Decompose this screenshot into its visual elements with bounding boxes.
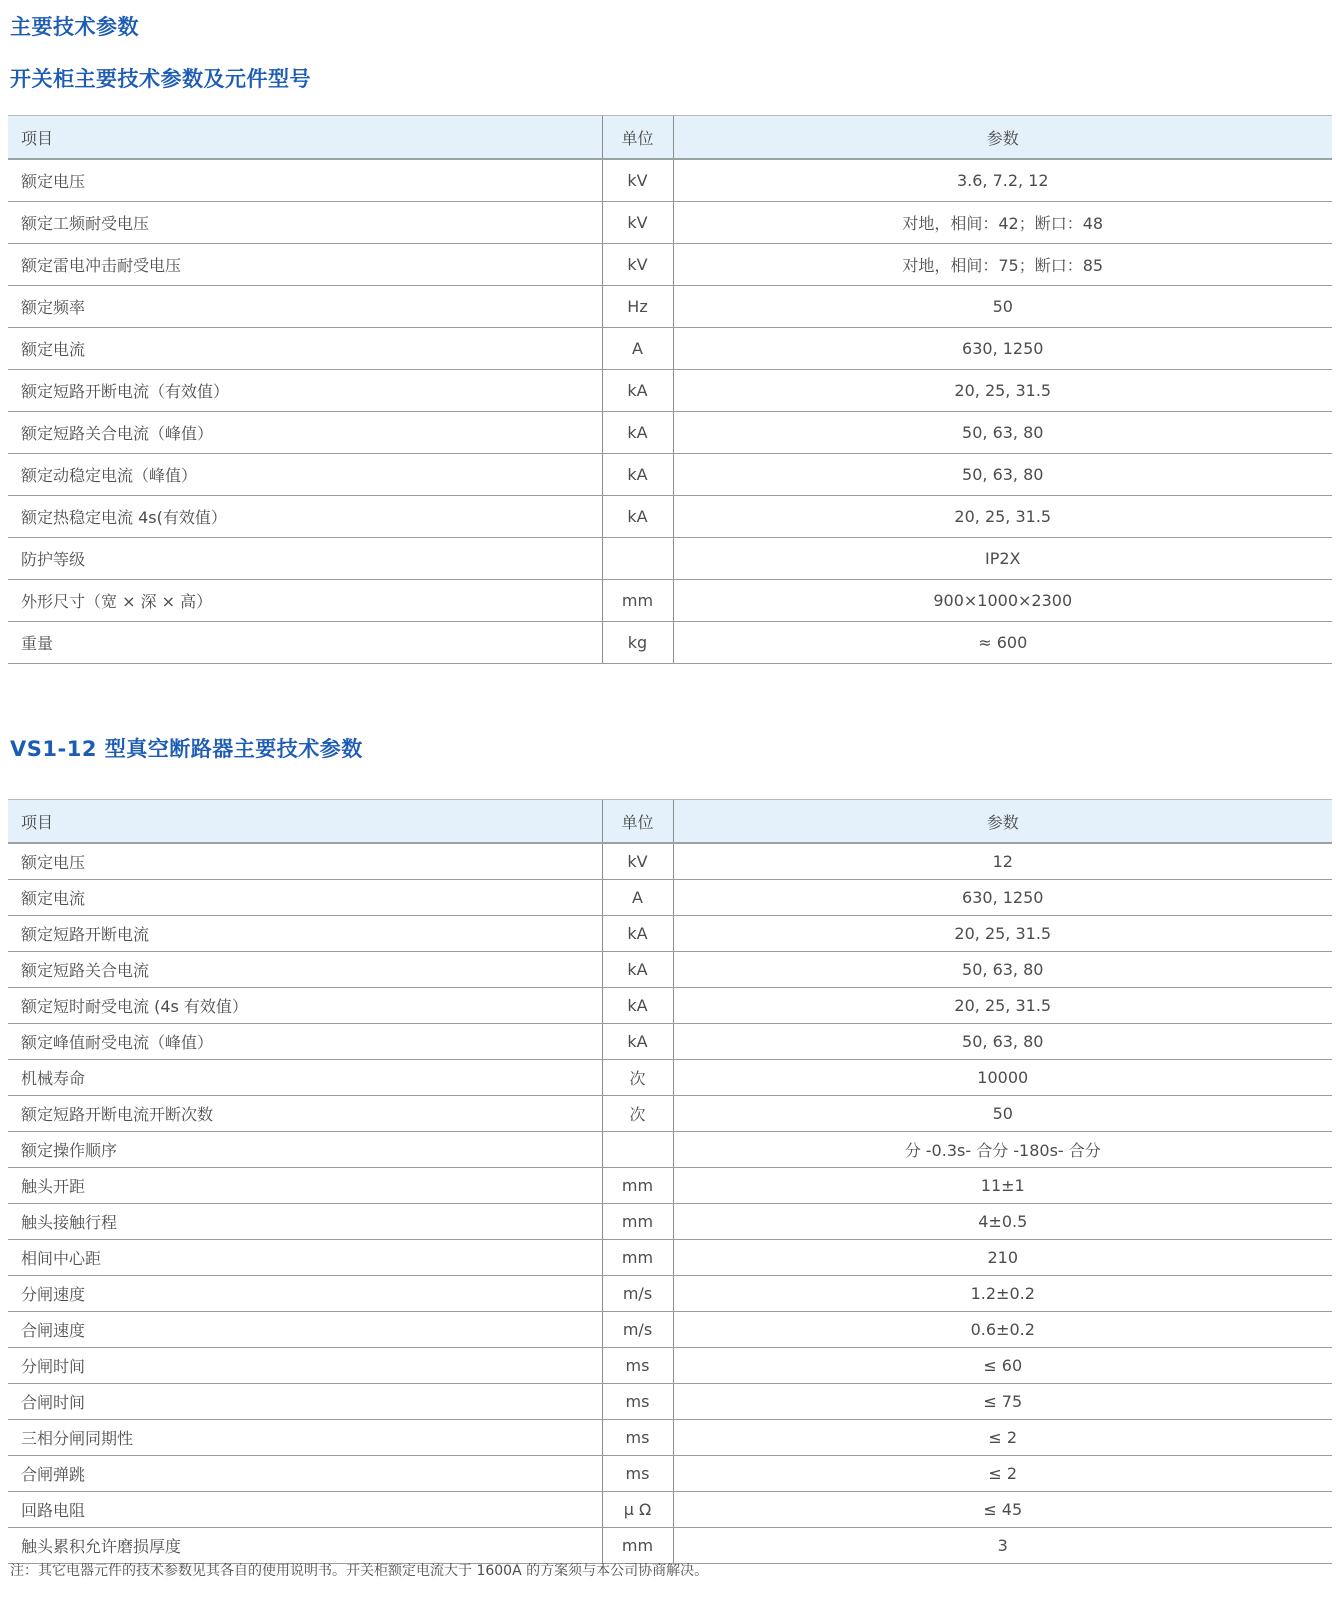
cell-unit: kA xyxy=(602,952,673,988)
switchgear-params-table-container xyxy=(8,115,1332,664)
cell-item: 额定短路开断电流（有效值） xyxy=(8,370,602,412)
cell-unit: ms xyxy=(602,1348,673,1384)
table-body xyxy=(8,843,1332,1564)
cell-item: 额定动稳定电流（峰值） xyxy=(8,454,602,496)
cell-unit: kA xyxy=(602,496,673,538)
cell-item: 合闸速度 xyxy=(8,1312,602,1348)
cell-unit: mm xyxy=(602,1240,673,1276)
cell-item: 防护等级 xyxy=(8,538,602,580)
table-row xyxy=(8,580,1332,622)
table-row xyxy=(8,1276,1332,1312)
cell-value: 3 xyxy=(673,1528,1332,1564)
cell-value: 11±1 xyxy=(673,1168,1332,1204)
table-row xyxy=(8,1024,1332,1060)
table-row xyxy=(8,916,1332,952)
cell-value: 50 xyxy=(673,286,1332,328)
table-row xyxy=(8,1456,1332,1492)
cell-item: 额定频率 xyxy=(8,286,602,328)
cell-item: 合闸时间 xyxy=(8,1384,602,1420)
table-row xyxy=(8,1240,1332,1276)
cell-value: 50, 63, 80 xyxy=(673,1024,1332,1060)
cell-value: ≤ 60 xyxy=(673,1348,1332,1384)
table-row xyxy=(8,1060,1332,1096)
cell-item: 额定短路开断电流 xyxy=(8,916,602,952)
cell-item: 触头开距 xyxy=(8,1168,602,1204)
cell-item: 触头累积允许磨损厚度 xyxy=(8,1528,602,1564)
cell-value: 50, 63, 80 xyxy=(673,952,1332,988)
cell-value: 20, 25, 31.5 xyxy=(673,370,1332,412)
table-row xyxy=(8,880,1332,916)
cell-item: 外形尺寸（宽 × 深 × 高） xyxy=(8,580,602,622)
table-row xyxy=(8,286,1332,328)
table-row xyxy=(8,454,1332,496)
main-title: 主要技术参数 xyxy=(10,15,139,39)
header-row xyxy=(8,116,1332,160)
column-header-item: 项目 xyxy=(8,800,602,844)
cell-value: 1.2±0.2 xyxy=(673,1276,1332,1312)
cell-unit: kA xyxy=(602,916,673,952)
cell-unit: mm xyxy=(602,1168,673,1204)
table-row xyxy=(8,1204,1332,1240)
column-header-item: 项目 xyxy=(8,116,602,160)
cell-unit: ms xyxy=(602,1456,673,1492)
cell-item: 三相分闸同期性 xyxy=(8,1420,602,1456)
table-row xyxy=(8,952,1332,988)
cell-value: ≤ 2 xyxy=(673,1456,1332,1492)
cell-value: 3.6, 7.2, 12 xyxy=(673,159,1332,202)
column-header-value: 参数 xyxy=(673,800,1332,844)
column-header-unit: 单位 xyxy=(602,800,673,844)
cell-unit: m/s xyxy=(602,1276,673,1312)
table-row xyxy=(8,202,1332,244)
cell-unit: A xyxy=(602,880,673,916)
cell-value: ≤ 75 xyxy=(673,1384,1332,1420)
cell-item: 额定短路关合电流（峰值） xyxy=(8,412,602,454)
cell-item: 触头接触行程 xyxy=(8,1204,602,1240)
cell-unit: ms xyxy=(602,1384,673,1420)
table-row xyxy=(8,538,1332,580)
cell-unit: kV xyxy=(602,202,673,244)
cell-value: 50 xyxy=(673,1096,1332,1132)
cell-unit: kA xyxy=(602,1024,673,1060)
cell-unit: kV xyxy=(602,843,673,880)
section2-title: VS1-12 型真空断路器主要技术参数 xyxy=(10,737,363,761)
cell-unit: mm xyxy=(602,580,673,622)
cell-unit xyxy=(602,538,673,580)
cell-unit: 次 xyxy=(602,1096,673,1132)
cell-unit: kA xyxy=(602,454,673,496)
cell-unit: kA xyxy=(602,988,673,1024)
cell-unit: kV xyxy=(602,244,673,286)
cell-unit: m/s xyxy=(602,1312,673,1348)
cell-unit: mm xyxy=(602,1528,673,1564)
cell-unit: 次 xyxy=(602,1060,673,1096)
cell-value: 分 -0.3s- 合分 -180s- 合分 xyxy=(673,1132,1332,1168)
column-header-value: 参数 xyxy=(673,116,1332,160)
table-row xyxy=(8,1312,1332,1348)
cell-item: 额定电压 xyxy=(8,843,602,880)
table-row xyxy=(8,1348,1332,1384)
cell-value: 210 xyxy=(673,1240,1332,1276)
cell-value: 630, 1250 xyxy=(673,880,1332,916)
table-row xyxy=(8,496,1332,538)
cell-item: 分闸速度 xyxy=(8,1276,602,1312)
table-row xyxy=(8,1168,1332,1204)
table-header xyxy=(8,800,1332,844)
cell-value: 50, 63, 80 xyxy=(673,454,1332,496)
cell-value: ≤ 45 xyxy=(673,1492,1332,1528)
table-row xyxy=(8,622,1332,664)
cell-item: 回路电阻 xyxy=(8,1492,602,1528)
table-body xyxy=(8,159,1332,664)
table-row xyxy=(8,370,1332,412)
column-header-unit: 单位 xyxy=(602,116,673,160)
cell-value: 10000 xyxy=(673,1060,1332,1096)
cell-item: 额定峰值耐受电流（峰值） xyxy=(8,1024,602,1060)
cell-value: 12 xyxy=(673,843,1332,880)
cell-value: 20, 25, 31.5 xyxy=(673,496,1332,538)
cell-item: 分闸时间 xyxy=(8,1348,602,1384)
table-row xyxy=(8,244,1332,286)
table-row xyxy=(8,1096,1332,1132)
table-row xyxy=(8,1384,1332,1420)
vs1-breaker-params-table-container xyxy=(8,799,1332,1564)
cell-item: 相间中心距 xyxy=(8,1240,602,1276)
cell-value: 4±0.5 xyxy=(673,1204,1332,1240)
cell-item: 额定电流 xyxy=(8,328,602,370)
table-row xyxy=(8,843,1332,880)
cell-value: 50, 63, 80 xyxy=(673,412,1332,454)
cell-item: 额定电流 xyxy=(8,880,602,916)
section1-title: 开关柜主要技术参数及元件型号 xyxy=(10,67,311,91)
cell-value: IP2X xyxy=(673,538,1332,580)
cell-unit: A xyxy=(602,328,673,370)
cell-unit: ms xyxy=(602,1420,673,1456)
cell-item: 额定工频耐受电压 xyxy=(8,202,602,244)
header-row xyxy=(8,800,1332,844)
cell-item: 机械寿命 xyxy=(8,1060,602,1096)
cell-item: 额定热稳定电流 4s(有效值） xyxy=(8,496,602,538)
cell-unit: kA xyxy=(602,412,673,454)
table-row xyxy=(8,328,1332,370)
table-row xyxy=(8,1420,1332,1456)
cell-value: ≈ 600 xyxy=(673,622,1332,664)
cell-unit: Hz xyxy=(602,286,673,328)
cell-value: ≤ 2 xyxy=(673,1420,1332,1456)
footnote: 注：其它电器元件的技术参数见其各自的使用说明书。开关柜额定电流大于 1600A 的方案须与本公司协商解决。 xyxy=(10,1563,709,1579)
cell-unit: kV xyxy=(602,159,673,202)
cell-item: 重量 xyxy=(8,622,602,664)
cell-item: 额定短时耐受电流 (4s 有效值） xyxy=(8,988,602,1024)
cell-value: 对地，相间：75；断口：85 xyxy=(673,244,1332,286)
cell-item: 额定短路开断电流开断次数 xyxy=(8,1096,602,1132)
table-row xyxy=(8,412,1332,454)
table-row xyxy=(8,1492,1332,1528)
switchgear-params-table xyxy=(8,115,1332,664)
table-row xyxy=(8,988,1332,1024)
cell-value: 900×1000×2300 xyxy=(673,580,1332,622)
cell-unit xyxy=(602,1132,673,1168)
cell-unit: kA xyxy=(602,370,673,412)
cell-value: 630, 1250 xyxy=(673,328,1332,370)
table-header xyxy=(8,116,1332,160)
cell-unit: kg xyxy=(602,622,673,664)
cell-item: 额定操作顺序 xyxy=(8,1132,602,1168)
cell-item: 合闸弹跳 xyxy=(8,1456,602,1492)
table-row xyxy=(8,159,1332,202)
cell-value: 20, 25, 31.5 xyxy=(673,988,1332,1024)
cell-item: 额定电压 xyxy=(8,159,602,202)
cell-value: 0.6±0.2 xyxy=(673,1312,1332,1348)
cell-unit: mm xyxy=(602,1204,673,1240)
vs1-breaker-params-table xyxy=(8,799,1332,1564)
cell-unit: μ Ω xyxy=(602,1492,673,1528)
cell-value: 对地，相间：42；断口：48 xyxy=(673,202,1332,244)
table-row xyxy=(8,1132,1332,1168)
cell-item: 额定雷电冲击耐受电压 xyxy=(8,244,602,286)
cell-value: 20, 25, 31.5 xyxy=(673,916,1332,952)
cell-item: 额定短路关合电流 xyxy=(8,952,602,988)
table-row xyxy=(8,1528,1332,1564)
